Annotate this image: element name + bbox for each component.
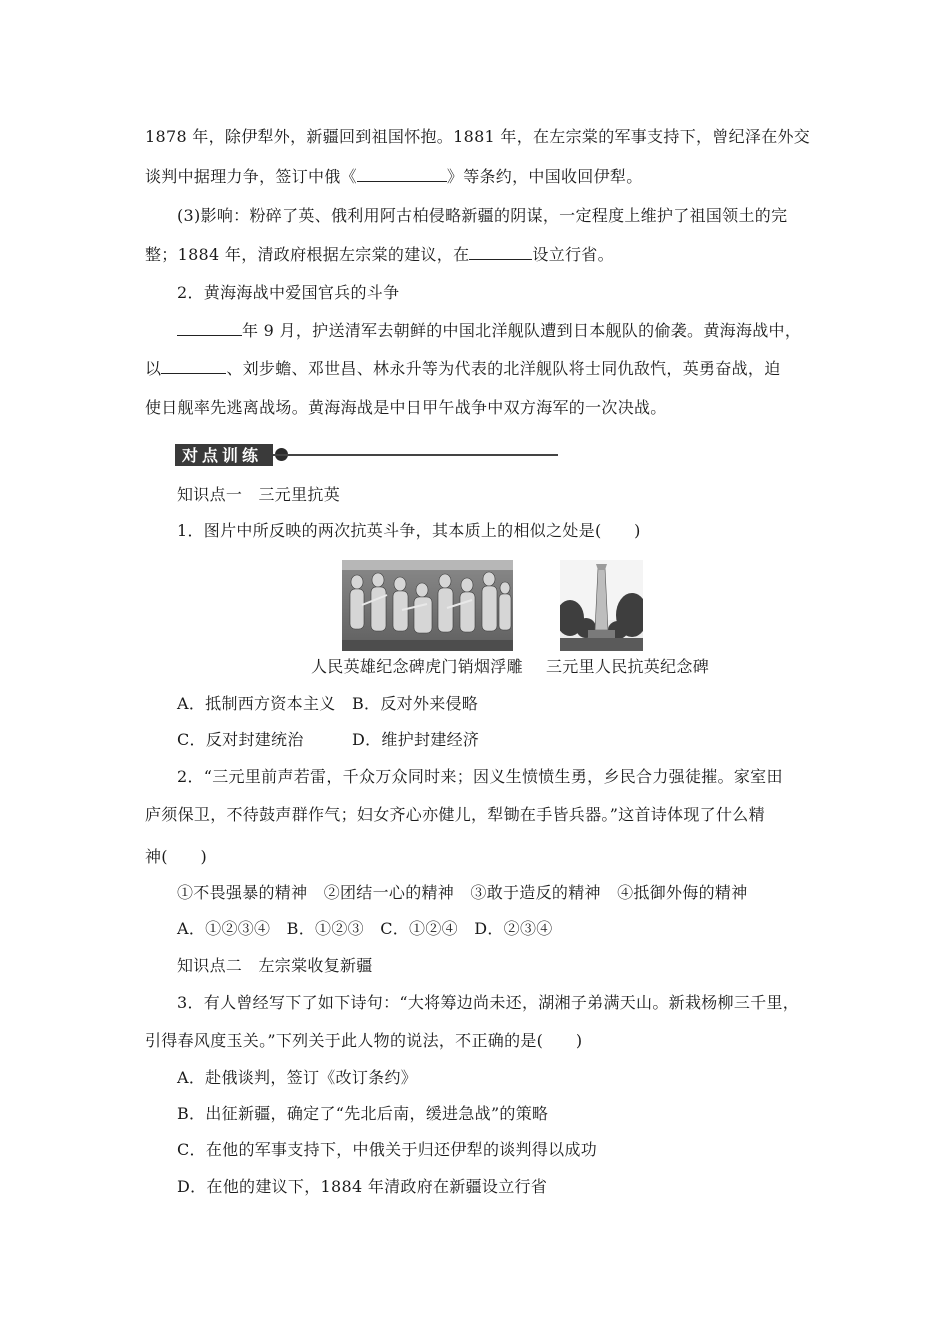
option-b: B．出征新疆，确定了“先北后南，缓进急战”的策略 [177, 1104, 549, 1123]
fill-blank [177, 321, 242, 336]
knowledge-point-title: 知识点二 左宗棠收复新疆 [177, 956, 373, 975]
fill-blank [469, 245, 532, 260]
text-segment: 、刘步蟾、邓世昌、林永升等为代表的北洋舰队将士同仇敌忾，英勇奋战，迫 [226, 359, 781, 378]
text-segment: 年 9 月，护送清军去朝鲜的中国北洋舰队遭到日本舰队的偷袭。黄海海战中， [242, 321, 802, 340]
text-segment: 设立行省。 [532, 245, 614, 264]
paragraph-line: 使日舰率先逃离战场。黄海海战是中日甲午战争中双方海军的一次决战。 [145, 398, 667, 417]
question-stem: 庐须保卫，不待鼓声群作气；妇女齐心亦健儿，犁锄在手皆兵器。”这首诗体现了什么精 [145, 805, 765, 824]
paragraph-line [145, 245, 614, 265]
option-a: A．赴俄谈判，签订《改订条约》 [177, 1068, 418, 1087]
question-stem: 2．“三元里前声若雷，千众万众同时来；因义生愤愤生勇，乡民合力强徒摧。家室田 [177, 767, 783, 786]
option-d: D．在他的建议下，1884 年清政府在新疆设立行省 [177, 1177, 548, 1196]
option-a: A．抵制西方资本主义 [177, 694, 336, 713]
question-stem: 1．图片中所反映的两次抗英斗争，其本质上的相似之处是( ) [177, 521, 641, 540]
text-segment: 整；1884 年，清政府根据左宗棠的建议，在 [145, 245, 470, 264]
question-stem: 引得春风度玉关。”下列关于此人物的说法，不正确的是( ) [145, 1031, 583, 1050]
paragraph-line [177, 321, 801, 341]
banner-label: 对点训练 [182, 446, 263, 465]
text-segment: 谈判中据理力争，签订中俄《 [145, 167, 357, 186]
relief-sculpture-image [342, 560, 513, 651]
option-c: C．反对封建统治 [177, 730, 304, 749]
banner-label-box [175, 444, 273, 466]
text-segment: 》等条约，中国收回伊犁。 [446, 167, 643, 186]
question-options: A．①②③④ B．①②③ C．①②④ D．②③④ [177, 919, 553, 938]
practice-banner [175, 443, 560, 467]
image-caption: 人民英雄纪念碑虎门销烟浮雕 [311, 657, 523, 676]
monument-image [560, 560, 643, 651]
option-d: D．维护封建经济 [352, 730, 480, 749]
section-heading: 2．黄海海战中爱国官兵的斗争 [177, 283, 400, 302]
banner-rule [273, 454, 558, 456]
paragraph-line: 1878 年，除伊犁外，新疆回到祖国怀抱。1881 年，在左宗棠的军事支持下，曾纪泽在外交 [145, 127, 811, 146]
image-caption: 三元里人民抗英纪念碑 [546, 657, 710, 676]
knowledge-point-title: 知识点一 三元里抗英 [177, 485, 341, 504]
question-items: ①不畏强暴的精神 ②团结一心的精神 ③敢于造反的精神 ④抵御外侮的精神 [177, 883, 748, 902]
question-stem: 神( ) [145, 847, 207, 866]
fill-blank [357, 167, 447, 182]
paragraph-line: (3)影响：粉碎了英、俄利用阿古柏侵略新疆的阴谋，一定程度上维护了祖国领土的完 [177, 206, 788, 225]
text-segment: 以 [145, 359, 162, 378]
fill-blank [161, 359, 226, 374]
paragraph-line [145, 167, 643, 187]
option-b: B．反对外来侵略 [352, 694, 479, 713]
paragraph-line [145, 359, 781, 379]
question-stem: 3．有人曾经写下了如下诗句：“大将筹边尚未还，湖湘子弟满天山。新栽杨柳三千里， [177, 993, 800, 1012]
option-c: C．在他的军事支持下，中俄关于归还伊犁的谈判得以成功 [177, 1140, 598, 1159]
